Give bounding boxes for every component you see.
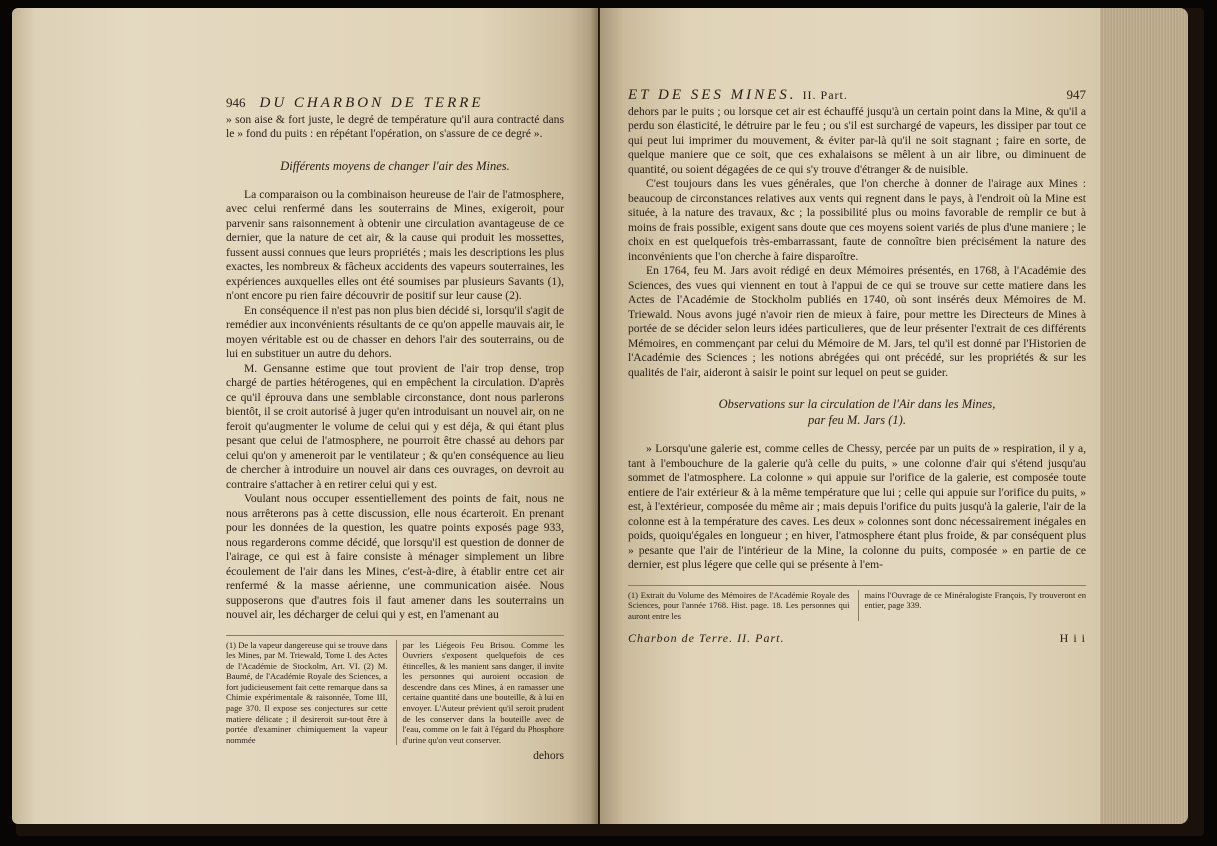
running-head-title-left: DU CHARBON DE TERRE: [259, 95, 484, 111]
running-head-right: [628, 88, 1086, 103]
section-title-line: par feu M. Jars (1).: [808, 413, 906, 427]
left-page: [12, 8, 598, 824]
page-number-left: 946: [226, 95, 246, 110]
footnote-column: (1) De la vapeur dangereuse qui se trouve dans les Mines, par M. Triewald, Tome I. des Actes de l'Académie de Stockolm, Art. VI. (2) M. Baumé, de l'Académie Royale des Sciences, a fort judicieusement fait cette remarque dans sa Chimie expérimentale & raisonnée, Tome III, page 370. Il expose ses conjectures sur cette matiere délicate ; il desireroit sur-tout être à portée d'examiner chimiquement la vapeur nommée: [226, 639, 388, 745]
signature-line: [628, 631, 1086, 646]
paragraph: La comparaison ou la combinaison heureuse de l'air de l'atmosphere, avec celui renfermé dans les souterrains de Mines, exigeroit, pour parvenir sans raisonnement à obtenir une circulation avantageuse de ce dernier, que la nature de cet air, & la cause qui produit les mossettes, fussent aussi connues que leurs propriétés ; mais les descriptions les plus exactes, les nombreux & fâcheux accidents des vapeurs souterraines, les expériences auxquelles elles ont été soumises par plusieurs Savants (1), n'ont encore pu rien faire découvrir de positif sur leur cause (2).: [226, 187, 564, 302]
footnote-column: par les Liégeois Feu Brisou. Comme les Ouvriers s'exposent quelquefois de ces étincelles, & les manient sans danger, il invite les personnes qui auroient occasion de descendre dans ces Mines, à en ramasser une certaine quantité dans une bouteille, & à lui en envoyer. L'Auteur prévient qu'il seroit prudent de les conserver dans la bouteille avec de l'eau, comme on le fait à l'égard du Phosphore d'urine qu'on veut conserver.: [396, 640, 565, 746]
paragraph: dehors par le puits ; ou lorsque cet air est échauffé jusqu'à un certain point dans la Mine, & qu'il a perdu son élasticité, le détruire par le feu ; ou s'il est surchargé de vapeurs, les dissiper par tout ce qui peut lui imprimer du mouvement, & éviter par-là qu'il ne soit stagnant ; faire en sorte, de quelque maniere que ce soit, que ces exhalaisons se mêlent à un air libre, ou diminuent de quantité, ou soient dégagées de ce qui s'y trouve d'étranger & de nuisible.: [628, 104, 1086, 176]
footnote-column: (1) Extrait du Volume des Mémoires de l'Académie Royale des Sciences, pour l'année 1768. Hist. page. 18. Les personnes qui auront entre les: [628, 589, 850, 621]
footnote-column: mains l'Ouvrage de ce Minéralogiste François, l'y trouveront en entier, page 339.: [858, 590, 1087, 622]
footnotes-left: [226, 635, 564, 746]
section-title-left: Différents moyens de changer l'air des Mines.: [280, 158, 510, 173]
catchword: dehors: [533, 749, 564, 763]
page-number-right: 947: [1066, 87, 1086, 102]
signature-title: Charbon de Terre. II. Part.: [628, 631, 785, 646]
running-head-part: II. Part.: [802, 88, 848, 102]
section-title-right: [628, 396, 1086, 428]
right-page: [600, 8, 1100, 824]
page-edges: [1100, 8, 1188, 824]
signature-mark: H i i: [1059, 631, 1086, 646]
section-title-line: Observations sur la circulation de l'Air dans les Mines,: [718, 397, 996, 411]
running-head-title-right: ET DE SES MINES.: [628, 87, 797, 103]
paragraph: Voulant nous occuper essentiellement des points de fait, nous ne nous arrêterons pas à cette discussion, elle nous écarteroit. En prenant pour les données de la question, les quatre points exposés page 933, nous regarderons comme décidé, que lorsqu'il est question de donner de l'airage, ce qui est à faire consiste à ménager simplement un libre écoulement de l'air dans les Mines, c'est-à-dire, à établir entre cet air renfermé & la masse aérienne, une communication aisée. Nous supposerons que d'autres fois il faut amener dans les souterrains un nouvel air, les décharger de celui qui y est, en l'amenant au: [226, 492, 564, 621]
footnotes-right: [628, 585, 1086, 622]
paragraph: M. Gensanne estime que tout provient de l'air trop dense, trop chargé de parties hétérogenes, qui en empêchent la circulation. D'après ce qu'il éprouva dans une semblable circonstance, dont nous parlerons bientôt, il se croit autorisé à juger qu'en introduisant un nouvel air, on ne feroit qu'augmenter le volume de celui qui y est déja, & qui étant plus pesant que celui de l'atmosphere, ne pourroit être chassé au dehors par celui qu'on y ameneroit par le ventilateur ; & qu'en conséquence au lieu de chercher à introduire un nouvel air dans ces ouvrages, on devroit au contraire s'attacher à en retirer celui qui y est.: [226, 361, 564, 491]
paragraph: C'est toujours dans les vues générales, que l'on cherche à donner de l'airage aux Mines : beaucoup de circonstances relatives aux vents qui regnent dans le pays, à l'endroit où la Mine est située, à la nature des travaux, &c ; la possibilité plus ou moins favorable de remplir ce but à moins de frais possible, exigent sans doute que ces moyens soient variés de plus d'une maniere ; le choix en est quelquefois très-embarrassant, faute de connoître bien précisément la nature des inconvénients que l'on cherche à faire disparoître.: [628, 177, 1086, 263]
paragraph: » son aise & fort juste, le degré de température qu'il aura contracté dans le » fond du puits : en répétant l'opération, on s'assure de ce degré ».: [226, 112, 564, 140]
paragraph: En conséquence il n'est pas non plus bien décidé si, lorsqu'il s'agit de remédier aux inconvénients résultants de ce qu'on appelle mauvais air, le moyen véritable est ou de chasser en dehors l'air des souterrains, ou de lui en substituer un autre du dehors.: [226, 303, 564, 360]
running-head-left: [226, 96, 564, 111]
paragraph: » Lorsqu'une galerie est, comme celles de Chessy, percée par un puits de » respiration, il y a, tant à l'embouchure de la galerie qu'à celle du puits, » une colonne d'air qui s'étend jusqu'au sommet de l'atmosphere. La colonne » qui appuie sur l'orifice de la galerie, est composée toute entiere de l'air extérieur & à la même température que lui ; celle qui appuie sur l'orifice du puits, » est, à l'extérieur, composée du même air ; mais depuis l'orifice du puits jusqu'à la galerie, l'air de la colonne est à la température des caves. Les deux » colonnes sont donc nécessairement inégales en poids, quoiqu'égales en longueur ; en hiver, l'atmosphere étant plus froide, & par conséquent plus » pesante que l'air de l'intérieur de la Mine, la colonne du puits, composée » en partie de ce dernier, est plus légere que celle qui se présente à l'em-: [628, 442, 1086, 571]
paragraph: En 1764, feu M. Jars avoit rédigé en deux Mémoires présentés, en 1768, à l'Académie des Sciences, des vues qui viennent en tout à l'appui de ce qui se trouve sur cette matiere dans les Actes de l'Académie de Stockholm publiés en 1740, où sont insérés deux Mémoires de M. Triewald. Nous avons jugé n'avoir rien de mieux à faire, pour mettre les Directeurs de Mines à portée de se décider selon leurs idées particulieres, que de leur présenter l'extrait de ces différents Mémoires, en commençant par celui du Mémoire de M. Jars, tel qu'il est donné par l'Historien de l'Académie des Sciences ; les notions abrégées qui ont précédé, sur les propriétés & sur les qualités de l'air, aideront à saisir le point sur lequel on peut se guider.: [628, 264, 1086, 379]
